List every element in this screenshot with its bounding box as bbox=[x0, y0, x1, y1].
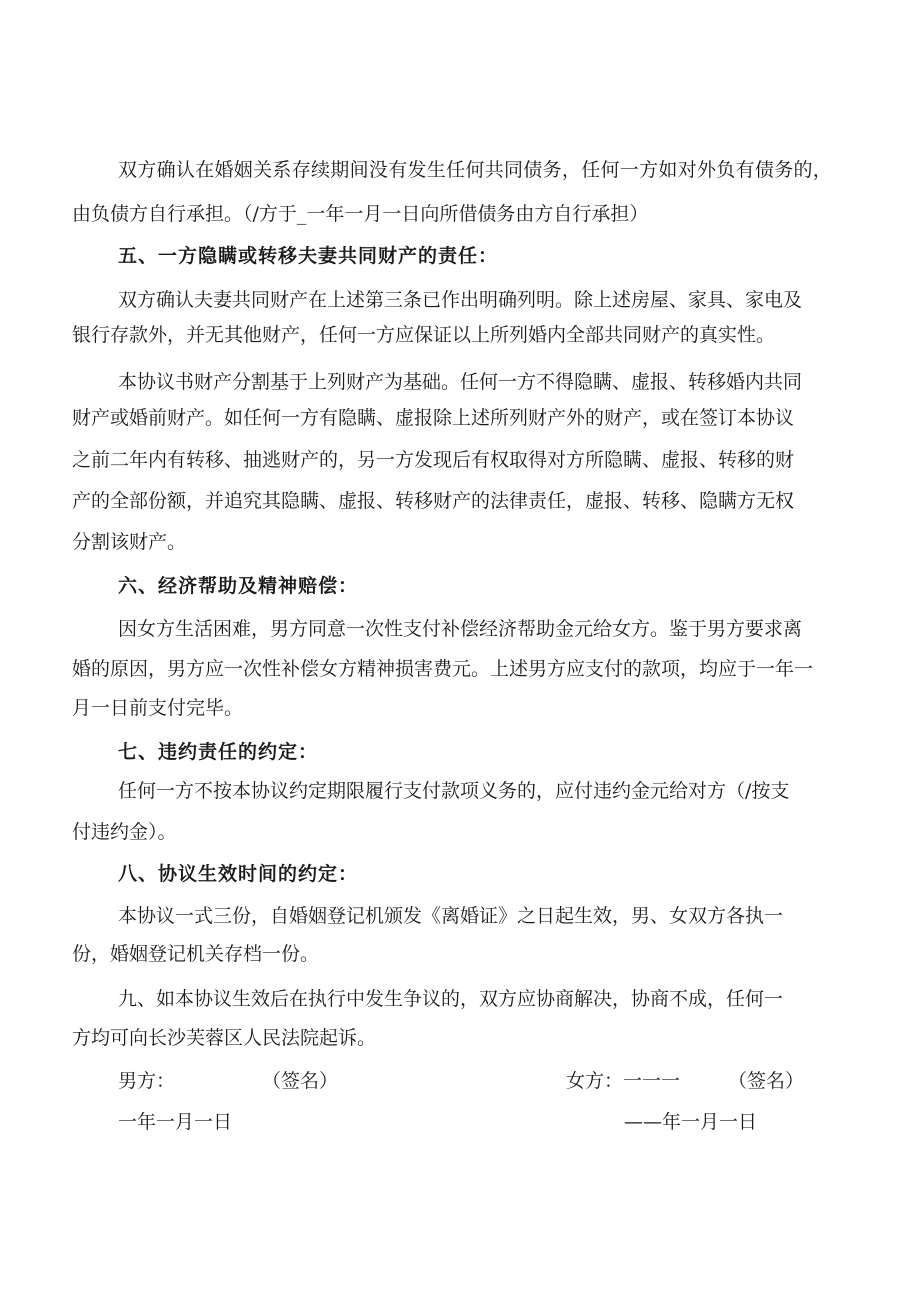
female-signature-label: 女方：一一一 bbox=[566, 1070, 681, 1092]
line-text: 九、如本协议生效后在执行中发生争议的，双方应协商解决，协商不成，任何一 bbox=[118, 988, 784, 1010]
line-text: 产的全部份额，并追究其隐瞒、虚报、转移财产的法律责任，虚报、转移、隐瞒方无权 bbox=[72, 490, 795, 512]
line-text: 之前二年内有转移、抽逃财产的，另一方发现后有权取得对方所隐瞒、虚报、转移的财 bbox=[72, 449, 795, 471]
line-text: 由负债方自行承担。（/方于_一年一月一日向所借债务由方自行承担） bbox=[72, 203, 649, 225]
heading-text: 八、协议生效时间的约定： bbox=[118, 863, 359, 885]
male-signature-label: 男方： bbox=[118, 1070, 176, 1092]
line-text: 因女方生活困难，男方同意一次性支付补偿经济帮助金元给女方。鉴于男方要求离 bbox=[118, 618, 803, 640]
line-text: 付违约金）。 bbox=[72, 821, 177, 843]
line-text: 方均可向长沙芙蓉区人民法院起诉。 bbox=[72, 1027, 377, 1049]
line-text: 月一日前支付完毕。 bbox=[72, 697, 244, 719]
heading-text: 五、一方隐瞒或转移夫妻共同财产的责任： bbox=[118, 245, 499, 267]
line-text: 任何一方不按本协议约定期限履行支付款项义务的，应付违约金元给对方（/按支 bbox=[118, 780, 790, 802]
line-text: 双方确认夫妻共同财产在上述第三条已作出明确列明。除上述房屋、家具、家电及 bbox=[118, 289, 803, 311]
male-signature-date: 一年一月一日 bbox=[118, 1111, 233, 1133]
line-text: 份，婚姻登记机关存档一份。 bbox=[72, 943, 320, 965]
line-text: 本协议一式三份，自婚姻登记机颁发《离婚证》之日起生效，男、女双方各执一 bbox=[118, 905, 784, 927]
female-signature-placeholder: （签名） bbox=[728, 1070, 805, 1092]
female-signature-date: ——年一月一日 bbox=[624, 1111, 758, 1133]
line-text: 银行存款外，并无其他财产，任何一方应保证以上所列婚内全部共同财产的真实性。 bbox=[72, 324, 776, 346]
line-text: 双方确认在婚姻关系存续期间没有发生任何共同债务，任何一方如对外负有债务的， bbox=[118, 159, 833, 181]
heading-text: 六、经济帮助及精神赔偿： bbox=[118, 575, 359, 597]
male-signature-placeholder: （签名） bbox=[262, 1070, 339, 1092]
line-text: 本协议书财产分割基于上列财产为基础。任何一方不得隐瞒、虚报、转移婚内共同 bbox=[118, 371, 803, 393]
heading-text: 七、违约责任的约定： bbox=[118, 741, 319, 763]
line-text: 分割该财产。 bbox=[72, 531, 187, 553]
line-text: 财产或婚前财产。如任何一方有隐瞒、虚报除上述所列财产外的财产，或在签订本协议 bbox=[72, 407, 795, 429]
line-text: 婚的原因，男方应一次性补偿女方精神损害费元。上述男方应支付的款项，均应于一年一 bbox=[72, 658, 814, 680]
